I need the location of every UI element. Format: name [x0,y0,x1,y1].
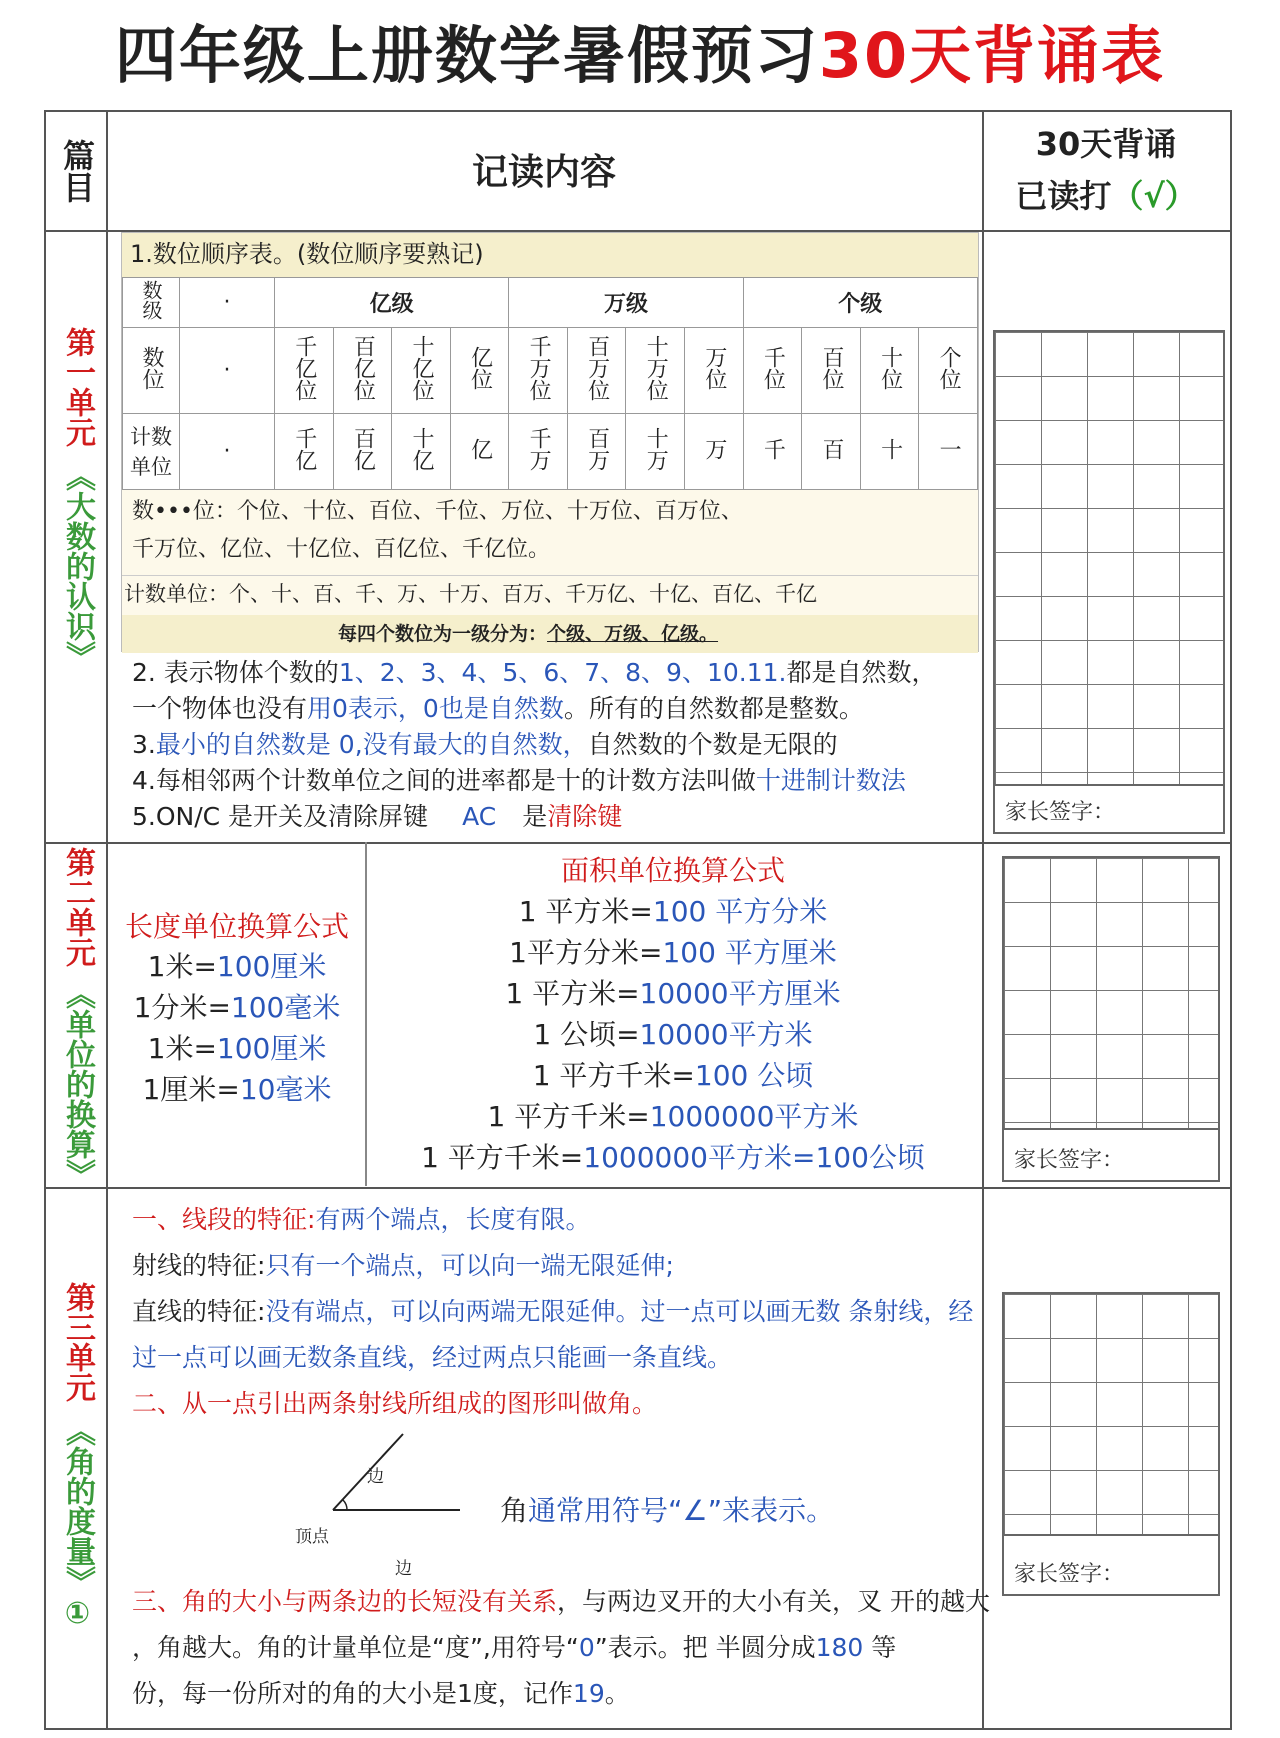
parent-signature-3: 家长签字： [1014,1562,1125,1587]
unit-cell: 万 [701,437,727,460]
blank-cell: · [180,414,275,490]
unit-cell: 千亿 [291,426,317,471]
vertex-label: 顶点 [295,1527,329,1547]
unit-cell: 亿 [467,437,493,460]
row-label-shuji: 数级 [139,279,163,320]
place-cell: 百位 [818,345,844,390]
header-content: 记读内容 [471,152,616,193]
unit-cell: 千 [760,437,786,460]
place-cell: 千亿位 [291,334,317,401]
place-cell: 百亿位 [350,334,376,401]
blank-cell: · [180,328,275,414]
unit-cell: 百万 [584,426,610,471]
area-row-6: 1 平方千米=1000000平方米 [487,1100,859,1133]
unit-2-topic: 《单位的换算》 [60,979,95,1189]
unit-cell: 一 [936,437,962,460]
unit-cell: 十亿 [408,426,434,471]
row-divider-unit2 [46,1187,1230,1189]
row-label-shuwei: 数位 [139,345,164,390]
blank-cell: · [180,278,275,328]
length-row-2: 1分米=100毫米 [133,991,341,1024]
grid-cells [1004,1294,1218,1534]
unit3-line-1: 一、线段的特征:有两个端点，长度有限。 [132,1205,591,1234]
place-cell: 千位 [760,345,786,390]
area-row-4: 1 公顷=10000平方米 [533,1018,813,1051]
unit3-line-6: 三、角的大小与两条边的长短没有关系，与两边叉开的大小有关，叉 开的越大 [132,1587,990,1616]
place-cell: 亿位 [467,345,493,390]
unit3-line-8: 份，每一份所对的角的大小是1度，记作19。 [132,1679,630,1708]
unit-1-topic: 《大数的认识》 [60,461,95,671]
unit-cell: 十 [877,437,903,460]
place-cell: 百万位 [584,334,610,401]
col-divider-2 [982,112,984,1728]
unit-label-3 [46,1282,108,1639]
title-black: 四年级上册数学暑假预习 [114,19,819,92]
place-value-panel [121,232,979,652]
header-category: 篇目 [58,139,96,203]
unit-2-number: 第二单元 [60,847,95,967]
place-cell: 十位 [877,345,903,390]
unit-3-topic: 《角的度量》① [60,1416,95,1631]
length-row-1: 1米=100厘米 [147,950,327,983]
area-row-7: 1 平方千米=1000000平方米=100公顷 [421,1141,925,1174]
edge-label-2: 边 [395,1559,412,1579]
place-value-table [122,277,978,490]
area-row-2: 1平方分米=100 平方厘米 [509,936,837,969]
unit1-p5: 5.ON/C 是开关及清除屏键 AC 是清除键 [132,802,623,831]
unit3-line-5: 二、从一点引出两条射线所组成的图形叫做角。 [132,1389,658,1418]
unit-label-2 [46,847,108,1197]
grid-cells [1004,858,1218,1128]
header-check [982,118,1230,222]
angle-figure [255,1430,510,1585]
check-grid-2[interactable] [1002,856,1220,1182]
level-yi: 亿级 [275,278,509,328]
level-wan: 万级 [509,278,743,328]
shuwei-line-1: 数•••位：个位、十位、百位、千位、万位、十万位、百万位、 [132,499,743,524]
grid-cells [995,332,1223,784]
place-cell: 十万位 [643,334,669,401]
unit1-p2-line2: 一个物体也没有用0表示，0也是自然数。所有的自然数都是整数。 [132,694,864,723]
angle-diagram [255,1430,510,1585]
unit3-line-2: 射线的特征:只有一个端点，可以向一端无限延伸; [132,1251,674,1280]
area-row-3: 1 平方米=10000平方厘米 [505,977,841,1010]
unit1-p3: 3.最小的自然数是 0,没有最大的自然数，自然数的个数是无限的 [132,730,838,759]
header-check-line1: 30天背诵 [1035,125,1177,163]
area-row-1: 1 平方米=100 平方分米 [518,895,828,928]
place-value-heading: 1.数位顺序表。(数位顺序要熟记) [130,240,484,268]
place-cell: 千万位 [526,334,552,401]
unit-cell: 十万 [643,426,669,471]
unit-cell: 百亿 [350,426,376,471]
unit-1-number: 第一单元 [60,327,95,447]
level-ge: 个级 [743,278,977,328]
parent-signature-1: 家长签字： [1005,800,1116,825]
length-row-4: 1厘米=10毫米 [142,1073,332,1106]
level-summary: 每四个数位为一级分为：个级、万级、亿级。 [338,623,719,645]
place-cell: 十亿位 [408,334,434,401]
shuwei-line-2: 千万位、亿位、十亿位、百亿位、千亿位。 [132,537,551,562]
row-divider-unit1 [46,842,1230,844]
unit-label-1 [46,327,108,679]
unit1-p4: 4.每相邻两个计数单位之间的进率都是十的计数方法叫做十进制计数法 [132,766,906,795]
title-red: 30天背诵表 [818,19,1166,92]
angle-symbol-note: 角通常用符号“∠”来表示。 [500,1494,835,1527]
parent-signature-2: 家长签字： [1014,1148,1125,1173]
angle-arc [343,1500,347,1510]
edge-label-1: 边 [367,1467,384,1487]
check-grid-1[interactable] [993,330,1225,834]
length-row-3: 1米=100厘米 [147,1032,327,1065]
row-label-jishu: 计数单位 [130,424,172,479]
length-title: 长度单位换算公式 [124,910,349,943]
unit3-line-3: 直线的特征:没有端点，可以向两端无限延伸。过一点可以画无数 条射线，经 [132,1297,974,1326]
jishu-line: 计数单位：个、十、百、千、万、十万、百万、千万亿、十亿、百亿、千亿 [124,582,817,606]
unit-cell: 百 [818,437,844,460]
unit-cell: 千万 [526,426,552,471]
place-cell: 万位 [701,345,727,390]
area-row-5: 1 平方千米=100 公顷 [532,1059,814,1092]
place-cell: 个位 [936,345,962,390]
unit3-line-7: ，角越大。角的计量单位是“度”,用符号“0”表示。把 半圆分成180 等 [132,1633,897,1662]
header-check-line2: 已读打（√） [1015,177,1197,215]
area-title: 面积单位换算公式 [560,854,785,887]
check-grid-3[interactable] [1002,1292,1220,1596]
unit-3-number: 第三单元 [60,1282,95,1402]
page-title [0,8,1280,104]
unit1-p2-line1: 2. 表示物体个数的1、2、3、4、5、6、7、8、9、10.11.都是自然数， [132,658,937,687]
unit3-line-4: 过一点可以画无数条直线，经过两点只能画一条直线。 [132,1343,733,1372]
